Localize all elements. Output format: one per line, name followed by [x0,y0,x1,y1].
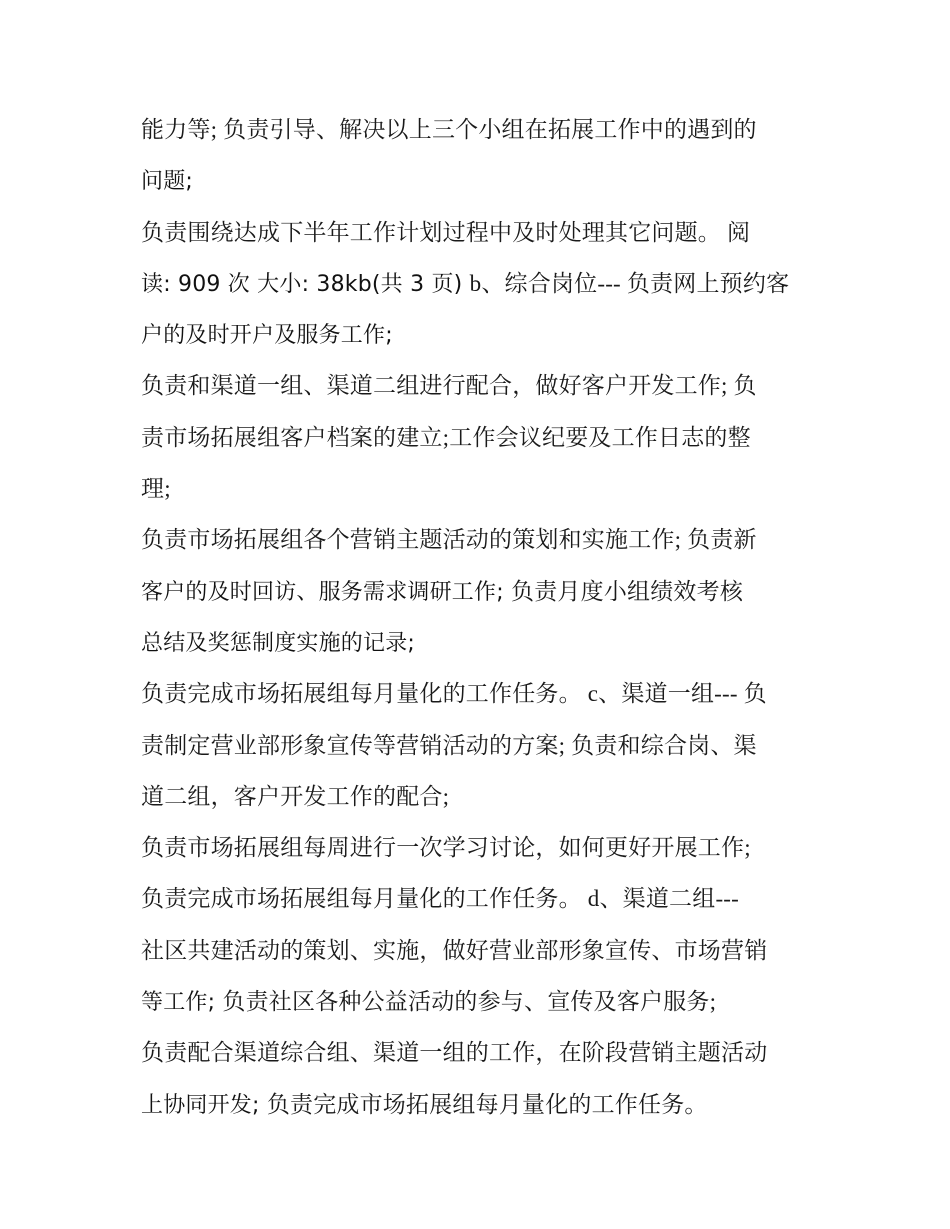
text-line: 能力等; 负责引导、解决以上三个小组在拓展工作中的遇到的 [141,117,757,142]
text-line: 负责市场拓展组每周进行一次学习讨论，如何更好开展工作; [141,835,751,861]
text-line: 读: 909 次 大小: 38kb(共 3 页) b、综合岗位--- 负责网上预约客 [141,270,790,297]
text-line: 客户的及时回访、服务需求调研工作; 负责月度小组绩效考核 [141,578,744,605]
text-line: 负责配合渠道综合组、渠道一组的工作，在阶段营销主题活动 [141,1040,768,1066]
document-body [141,104,831,1130]
text-line: 理; [141,476,171,502]
text-line: 问题; [141,169,194,195]
text-line: 社区共建活动的策划、实施，做好营业部形象宣传、市场营销 [141,937,768,963]
text-line: 负责围绕达成下半年工作计划过程中及时处理其它问题。 阅 [141,219,751,245]
text-line: 户的及时开户及服务工作; [141,323,393,349]
text-line: 道二组，客户开发工作的配合; [141,783,450,809]
text-line: 负责市场拓展组各个营销主题活动的策划和实施工作; 负责新 [141,527,757,553]
text-line: 负责完成市场拓展组每月量化的工作任务。 c、渠道一组--- 负 [141,681,767,707]
text-line: 负责完成市场拓展组每月量化的工作任务。 d、渠道二组--- [141,886,740,912]
text-line: 负责和渠道一组、渠道二组进行配合，做好客户开发工作; 负 [141,373,757,399]
text-line: 等工作; 负责社区各种公益活动的参与、宣传及客户服务; [141,989,717,1016]
text-line: 总结及奖惩制度实施的记录; [141,630,416,656]
text-line: 责市场拓展组客户档案的建立;工作会议纪要及工作日志的整 [141,424,751,450]
text-line: 责制定营业部形象宣传等营销活动的方案; 负责和综合岗、渠 [141,732,757,758]
text-line: 上协同开发; 负责完成市场拓展组每月量化的工作任务。 [141,1091,708,1118]
